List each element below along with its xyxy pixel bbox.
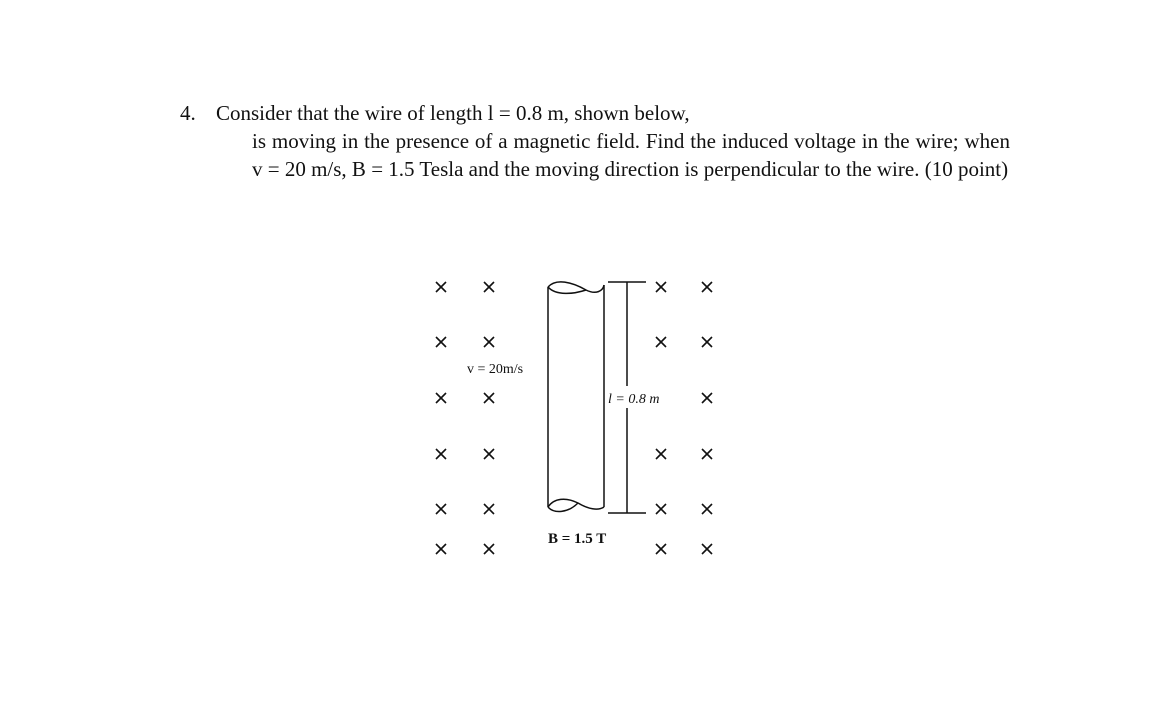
field-cross-icon — [484, 449, 494, 459]
length-label: l = 0.8 m — [608, 392, 660, 407]
field-cross-icon — [656, 282, 666, 292]
field-label: B = 1.5 T — [548, 531, 607, 547]
field-cross-icon — [436, 282, 446, 292]
velocity-label: v = 20m/s — [467, 362, 524, 377]
field-cross-icon — [436, 504, 446, 514]
field-cross-icon — [436, 449, 446, 459]
field-cross-icon — [484, 544, 494, 554]
field-cross-icon — [484, 282, 494, 292]
field-cross-icon — [656, 449, 666, 459]
field-cross-icon — [702, 337, 712, 347]
field-cross-icon — [702, 282, 712, 292]
field-cross-icon — [436, 393, 446, 403]
field-cross-icon — [702, 544, 712, 554]
field-cross-icon — [484, 337, 494, 347]
question-head-text: Consider that the wire of length l = 0.8 m, shown below, — [216, 101, 690, 125]
field-cross-icon — [656, 544, 666, 554]
wire — [548, 282, 604, 512]
field-cross-icon — [436, 337, 446, 347]
field-cross-icon — [702, 504, 712, 514]
field-cross-icon — [436, 544, 446, 554]
field-cross-icon — [484, 393, 494, 403]
field-crosses — [436, 282, 712, 554]
question-body: is moving in the presence of a magnetic field. Find the induced voltage in the wire; when v = 20 m/s, B = 1.5 Tesla and the moving direction is perpendicular to the wire. (10 point) — [252, 129, 1010, 181]
field-cross-icon — [484, 504, 494, 514]
field-cross-icon — [702, 449, 712, 459]
field-cross-icon — [702, 393, 712, 403]
question-number: 4. — [180, 101, 196, 125]
field-cross-icon — [656, 504, 666, 514]
field-cross-icon — [656, 337, 666, 347]
